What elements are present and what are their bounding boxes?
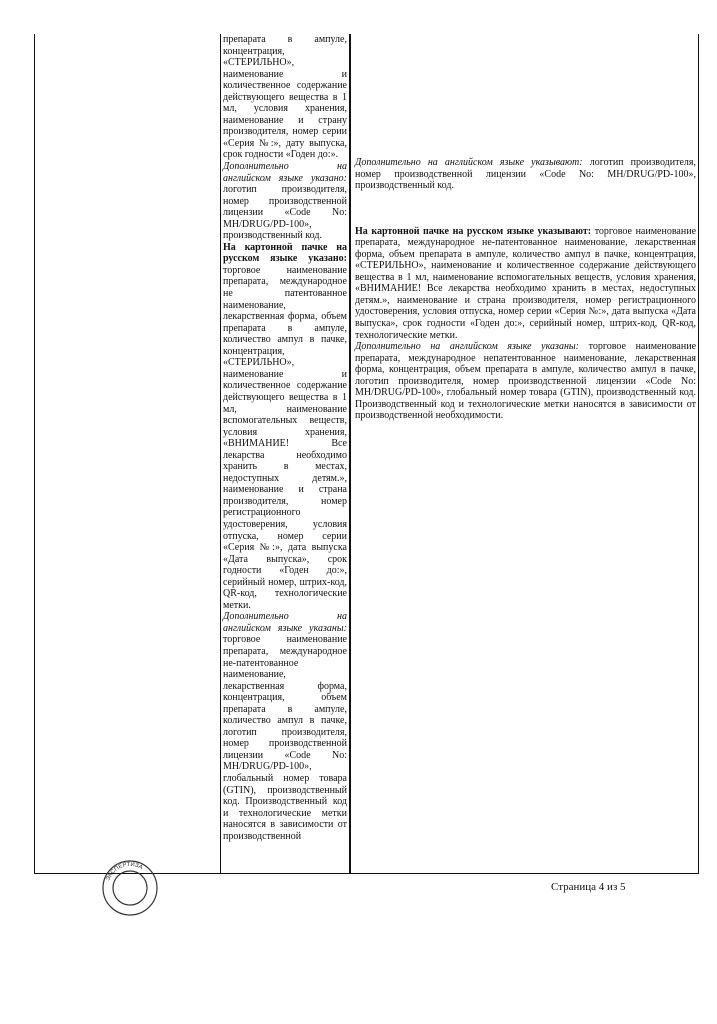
right-paragraph-3-label: Дополнительно на английском языке указаны: — [355, 341, 580, 353]
page-number: Страница 4 из 5 — [551, 881, 626, 893]
middle-paragraph-4-text: торговое наименование препарата, международное не-патентованное наименование, лекарственная форма, концентрация, объем препарата в ампуле, количество ампул в пачке, логотип производителя, номер производственной лицензии «Code No: MH/DRUG/PD-100», глобальный номер товара (GTIN), производственный код. Производственный код и технологические метки наносятся в зависимости от производственной — [223, 634, 347, 842]
right-paragraph-3 — [355, 341, 696, 422]
right-paragraph-1-label: Дополнительно на английском языке указывают: — [355, 157, 583, 168]
middle-paragraph-3-label: На картонной пачке на русском языке указано: — [223, 241, 347, 265]
middle-column-cell — [222, 34, 348, 842]
middle-paragraph-2 — [223, 161, 347, 242]
middle-paragraph-4-label: Дополнительно на английском языке указаны: — [223, 611, 347, 634]
right-paragraph-1-text: логотип производителя, номер производственной лицензии «Code No: MH/DRUG/PD-100», производственный код. — [355, 157, 696, 192]
middle-paragraph-2-text: логотип производителя, номер производственной лицензии «Code No: MH/DRUG/PD-100», производственный код. — [223, 184, 347, 242]
right-paragraph-2-text: торговое наименование препарата, международное не-патентованное наименование, лекарственная форма, объем препарата в ампуле, количество ампул в пачке, концентрация, «СТЕРИЛЬНО», наименование и количественное содержание действующего вещества в 1 мл, наименование вспомогательных веществ, условия хранения, «ВНИМАНИЕ! Все лекарства необходимо хранить в местах, недоступных детям.», наименование и страна производителя, номер регистрационного удостоверения, условия отпуска, номер серии «Серия №:», дата выпуска «Дата выпуска», срок годности «Годен до:», серийный номер, штрих-код, QR-код, технологические метки. — [355, 225, 697, 341]
right-paragraph-1 — [355, 157, 696, 192]
right-paragraph-2-label: На картонной пачке на русском языке указывают: — [355, 225, 592, 237]
column-divider-right — [349, 34, 351, 873]
middle-paragraph-3 — [223, 242, 347, 612]
stamp-outer-ring — [103, 861, 157, 915]
document-table — [34, 34, 699, 874]
middle-paragraph-2-label: Дополнительно на английском языке указано: — [223, 161, 347, 184]
right-paragraph-2 — [355, 226, 696, 341]
right-column-cell — [353, 34, 698, 422]
middle-paragraph-3-text: торговое наименование препарата, международное не патентованное наименование, лекарственная форма, объем препарата в ампуле, количество ампул в пачке, концентрация, «СТЕРИЛЬНО», наименование и количественное содержание действующего вещества в 1 мл, наименование вспомогательных веществ, условия хранения, «ВНИМАНИЕ! Все лекарства необходимо хранить в местах, недоступных детям.», наименование и страна производителя, номер регистрационного удостоверения, условия отпуска, номер серии «Серия №:», дата выпуска «Дата выпуска», срок годности «Годен до:», серийный номер, штрих-код, QR-код, технологические метки. — [223, 264, 347, 611]
expertise-stamp-icon — [100, 858, 160, 918]
column-divider-left — [220, 34, 221, 873]
middle-paragraph-4 — [223, 611, 347, 842]
middle-paragraph-1: препарата в ампуле, концентрация, «СТЕРИЛЬНО», наименование и количественное содержание действующего вещества в 1 мл, условия хранения, наименование и страну производителя, номер серии «Серия №:», дату выпуска, срок годности «Годен до:». — [223, 34, 347, 161]
stamp-text: ЭКСПЕРТИЗА — [105, 861, 144, 882]
stamp-inner-ring — [113, 871, 147, 905]
right-paragraph-3-text: торговое наименование препарата, международное непатентованное наименование, лекарственная форма, концентрация, объем препарата в ампуле, количество ампул в пачке, логотип производителя, номер производственной лицензии «Code No: MH/DRUG/PD-100», глобальный номер товара (GTIN), производственный код. Производственный код и технологические метки наносятся в зависимости от производственной необходимости. — [355, 341, 697, 422]
